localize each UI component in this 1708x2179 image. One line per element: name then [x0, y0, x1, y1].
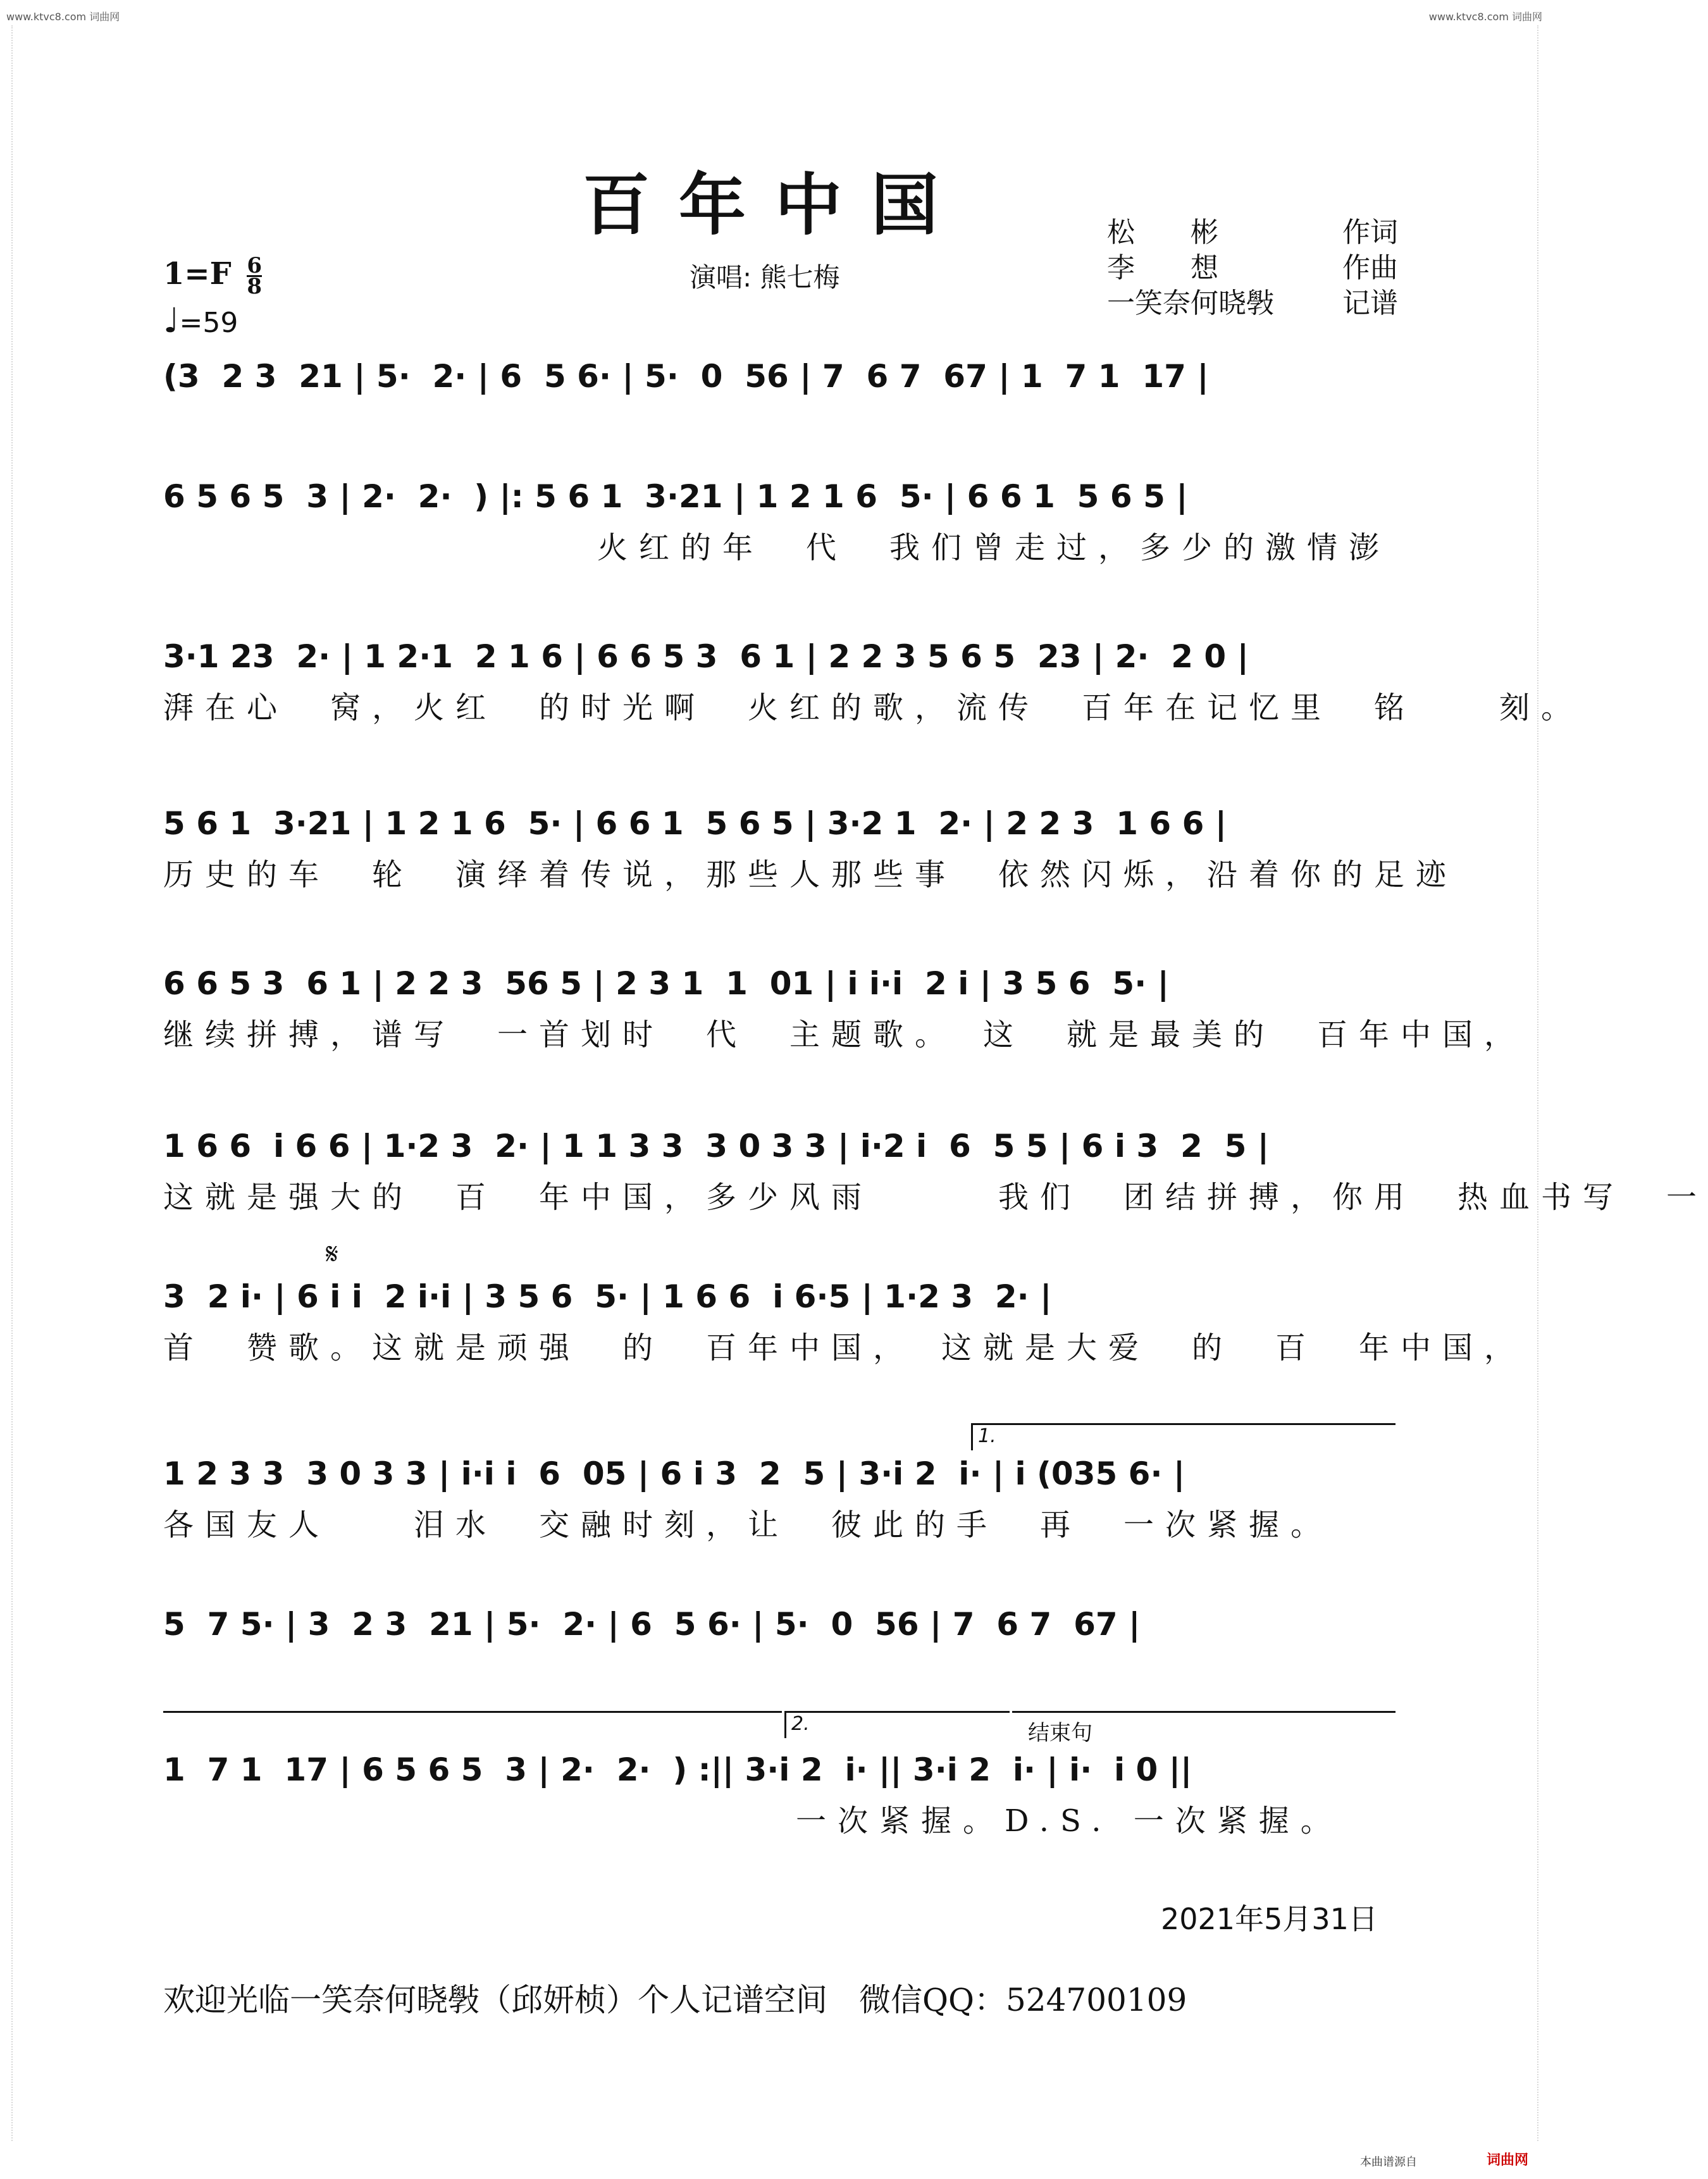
first-ending-bracket: 1. — [971, 1423, 1395, 1450]
credit-role: 作词 — [1342, 216, 1398, 249]
staff-system-3 — [163, 631, 1583, 725]
segno-icon: 𝄋 — [326, 1237, 338, 1271]
lyrics-line: 火红的年 代 我们曾走过，多少的激情澎 — [597, 530, 1390, 565]
site-logo: 词曲网 — [1487, 2152, 1529, 2168]
staff-system-2 — [163, 471, 1390, 565]
staff-system-8 — [163, 1448, 1390, 1543]
lyrics-line: 这就是强大的 百 年中国，多少风雨 我们 团结拼搏，你用 热血书写 一 — [163, 1180, 1708, 1215]
staff-system-4 — [163, 798, 1458, 892]
lyrics-line: 历史的车 轮 演绎着传说，那些人那些事 依然闪烁，沿着你的足迹 — [163, 857, 1458, 892]
quarter-note-icon: ♩ — [163, 300, 180, 340]
notation-line: 1 6 6 i 6 6 | 1·2 3 2· | 1 1 3 3 3 0 3 3 | i·2 i 6 5 5 | 6 i 3 2 5 | — [163, 1128, 1270, 1164]
credit-name: 李 想 — [1107, 252, 1218, 284]
singer-credit: 演唱: 熊七梅 — [690, 262, 840, 293]
tempo-marking — [163, 300, 238, 340]
notation-line: 3·1 23 2· | 1 2·1 2 1 6 | 6 6 5 3 6 1 | 2 2 3 5 6 5 23 | 2· 2 0 | — [163, 638, 1249, 675]
credit-name: 松 彬 — [1107, 216, 1218, 249]
credit-lyricist — [1107, 215, 1398, 250]
song-title: 百年中国 — [583, 165, 967, 244]
notation-line: 6 6 5 3 6 1 | 2 2 3 56 5 | 2 3 1 1 01 | i i·i 2 i | 3 5 6 5· | — [163, 965, 1169, 1002]
notation-line: (3 2 3 21 | 5· 2· | 6 5 6· | 5· 0 56 | 7 6 7 67 | 1 7 1 17 | — [163, 358, 1209, 395]
time-signature — [247, 253, 263, 299]
notation-line: 5 7 5· | 3 2 3 21 | 5· 2· | 6 5 6· | 5· 0 56 | 7 6 7 67 | — [163, 1606, 1141, 1643]
credit-role: 作曲 — [1342, 252, 1398, 284]
meter-numerator: 6 — [247, 253, 263, 278]
lyrics-line: 首 赞歌。这就是顽强 的 百年中国， 这就是大爱 的 百 年中国， — [163, 1330, 1526, 1366]
lyrics-line: 各国友人 泪水 交融时刻，让 彼此的手 再 一次紧握。 — [163, 1507, 1333, 1543]
ending-label: 结束句 — [1028, 1720, 1092, 1746]
staff-system-10 — [163, 1744, 1390, 1839]
watermark-top-left: www.ktvc8.com 词曲网 — [6, 11, 120, 23]
notation-line: 5 6 1 3·21 | 1 2 1 6 5· | 6 6 1 5 6 5 | 3·2 1 2· | 2 2 3 1 6 6 | — [163, 805, 1227, 842]
credits-block — [1107, 215, 1398, 321]
staff-system-5 — [163, 958, 1526, 1052]
lyrics-line: 湃在心 窝，火红 的时光啊 火红的歌，流传 百年在记忆里 铭 刻。 — [163, 690, 1583, 725]
staff-system-1 — [163, 351, 1390, 433]
repeat-bracket-line — [163, 1711, 782, 1738]
footer-note: 欢迎光临一笑奈何晓斅（邱妍桢）个人记谱空间 微信QQ：524700109 — [163, 1982, 1187, 2018]
source-note: 本曲谱源自 — [1360, 2156, 1417, 2169]
lyrics-line: 一次紧握。D.S. 一次紧握。 — [796, 1803, 1342, 1839]
second-ending-bracket: 2. — [784, 1711, 1010, 1738]
watermark-top-right: www.ktvc8.com 词曲网 — [1428, 11, 1542, 23]
right-margin-strip — [1537, 25, 1550, 2141]
staff-system-7 — [163, 1271, 1526, 1366]
lyrics-line: 继续拼搏，谱写 一首划时 代 主题歌。 这 就是最美的 百年中国， — [163, 1017, 1526, 1052]
credit-composer — [1107, 250, 1398, 286]
credit-name: 一笑奈何晓斅 — [1107, 287, 1274, 319]
staff-system-6 — [163, 1121, 1708, 1215]
meter-denominator: 8 — [247, 274, 263, 299]
notation-line: 1 7 1 17 | 6 5 6 5 3 | 2· 2· ) :|| 3·i 2 i· || 3·i 2 i· | i· i 0 || — [163, 1751, 1192, 1788]
credit-transcriber — [1107, 286, 1398, 321]
staff-system-9 — [163, 1599, 1390, 1681]
notation-line: 6 5 6 5 3 | 2· 2· ) |: 5 6 1 3·21 | 1 2 1 6 5· | 6 6 1 5 6 5 | — [163, 478, 1188, 515]
key-text: 1=F — [163, 256, 232, 292]
left-margin-strip — [0, 25, 13, 2141]
notation-line: 3 2 i· | 6 i i 2 i·i | 3 5 6 5· | 1 6 6 i 6·5 | 1·2 3 2· | — [163, 1278, 1052, 1315]
key-signature — [163, 253, 263, 299]
tempo-value: =59 — [179, 307, 238, 339]
credit-role: 记谱 — [1342, 287, 1398, 319]
notation-line: 1 2 3 3 3 0 3 3 | i·i i 6 05 | 6 i 3 2 5 | 3·i 2 i· | i (035 6· | — [163, 1455, 1185, 1492]
transcription-date: 2021年5月31日 — [1161, 1902, 1378, 1936]
